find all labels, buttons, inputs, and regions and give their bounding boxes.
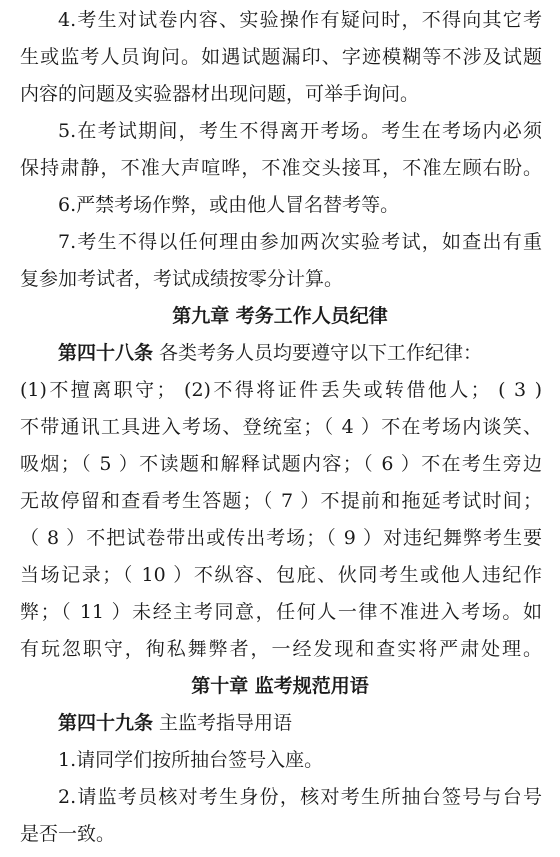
rule-5-line-1: 5.在考试期间，考生不得离开考场。考生在考场内必须: [58, 120, 542, 142]
article-48-line: 无故停留和查看考生答题；（ 7 ）不提前和拖延考试时间；: [20, 490, 542, 512]
article-48-line: 弊；（ 11 ）未经主考同意，任何人一律不准进入考场。如: [20, 601, 542, 623]
article-49-intro: 主监考指导用语: [153, 712, 293, 734]
item-2-line-2: 是否一致。: [20, 823, 116, 845]
rule-4-line-2: 生或监考人员询问。如遇试题漏印、字迹模糊等不涉及试题: [20, 46, 542, 68]
article-48-line: 吸烟；（ 5 ）不读题和解释试题内容；（ 6 ）不在考生旁边: [20, 453, 542, 475]
item-1-line-1: 1.请同学们按所抽台签号入座。: [58, 749, 324, 771]
article-48-intro: 各类考务人员均要遵守以下工作纪律：: [153, 342, 483, 364]
article-48-line: 有玩忽职守，徇私舞弊者，一经发现和查实将严肃处理。: [20, 638, 542, 660]
article-48-line: 不带通讯工具进入考场、登统室；（ 4 ）不在考场内谈笑、: [20, 416, 542, 438]
article-48-label: 第四十八条: [58, 342, 154, 364]
article-48-line: (1)不擅离职守； (2)不得将证件丢失或转借他人； ( 3 ): [20, 379, 542, 401]
article-49-first-line: [58, 704, 542, 742]
article-48-first-line: [58, 334, 542, 372]
rule-4-line-1: 4.考生对试卷内容、实验操作有疑问时，不得向其它考: [58, 9, 542, 31]
article-49-label: 第四十九条: [58, 712, 154, 734]
rule-7-line-1: 7.考生不得以任何理由参加两次实验考试，如查出有重: [58, 231, 542, 253]
chapter-9-heading: 第九章 考务工作人员纪律: [172, 305, 388, 327]
article-48-line: （ 8 ）不把试卷带出或传出考场；（ 9 ）对违纪舞弊考生要: [20, 527, 542, 549]
rule-7-line-2: 复参加考试者，考试成绩按零分计算。: [20, 268, 344, 290]
rule-6-line-1: 6.严禁考场作弊，或由他人冒名替考等。: [58, 194, 400, 216]
rule-4-line-3: 内容的问题及实验器材出现问题，可举手询问。: [20, 83, 420, 105]
article-48-line: 当场记录；（ 10 ）不纵容、包庇、伙同考生或他人违纪作: [20, 564, 542, 586]
chapter-10-heading: 第十章 监考规范用语: [191, 675, 369, 697]
rule-5-line-2: 保持肃静，不准大声喧哗，不准交头接耳，不准左顾右盼。: [20, 157, 542, 179]
item-2-line-1: 2.请监考员核对考生身份，核对考生所抽台签号与台号: [58, 786, 542, 808]
